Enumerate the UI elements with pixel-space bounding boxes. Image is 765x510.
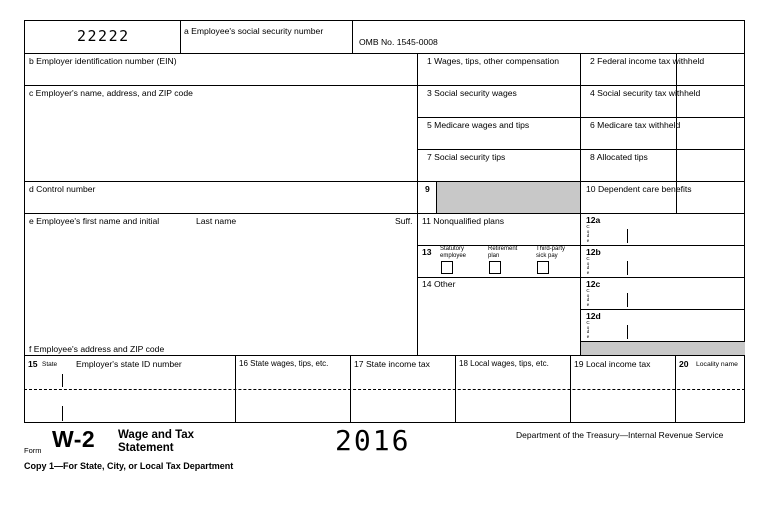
box-13-label: 13	[422, 247, 432, 257]
control-number-label: d Control number	[29, 184, 96, 194]
box-10-label: 10 Dependent care benefits	[586, 184, 692, 194]
box-1-label: 1 Wages, tips, other compensation	[427, 56, 559, 66]
divider	[580, 277, 745, 278]
divider	[417, 53, 418, 355]
divider	[24, 181, 417, 182]
box-12-shaded-strip	[581, 342, 745, 355]
tax-year: 2016	[335, 424, 411, 457]
form-title-line1: Wage and Tax	[118, 429, 195, 441]
state-id-divider	[62, 406, 63, 421]
box-5-label: 5 Medicare wages and tips	[427, 120, 530, 130]
box-9-label: 9	[425, 184, 430, 194]
box-15-number: 15	[28, 359, 38, 369]
box-12b-label: 12b	[586, 247, 601, 257]
control-code: 22222	[77, 27, 130, 45]
retirement-label: Retirement plan	[488, 246, 518, 259]
third-party-label: Third-party sick pay	[536, 246, 566, 259]
ssn-field[interactable]	[184, 37, 350, 51]
box-15-state-label: State	[42, 361, 58, 368]
statutory-checkbox[interactable]	[441, 261, 453, 274]
box-20-number: 20	[679, 359, 689, 369]
box-20-label: Locality name	[696, 361, 738, 368]
divider	[580, 309, 745, 310]
code-divider	[627, 261, 628, 275]
box-12c-label: 12c	[586, 279, 601, 289]
third-party-checkbox[interactable]	[537, 261, 549, 274]
divider	[417, 213, 745, 214]
code-divider	[627, 325, 628, 339]
ein-label: b Employer identification number (EIN)	[29, 56, 177, 66]
divider	[580, 245, 745, 246]
last-name-label: Last name	[196, 216, 237, 226]
copy-designation: Copy 1—For State, City, or Local Tax Department	[24, 461, 234, 471]
retirement-checkbox[interactable]	[489, 261, 501, 274]
ssn-label: a Employee's social security number	[184, 26, 324, 36]
form-title-line2: Statement	[118, 442, 174, 454]
form-word: Form	[24, 446, 42, 455]
employee-name-label: e Employee's first name and initial	[29, 216, 160, 226]
box-7-label: 7 Social security tips	[427, 152, 506, 162]
state-row-divider	[24, 389, 745, 390]
employee-address-label: f Employee's address and ZIP code	[29, 344, 165, 354]
box-9-shaded	[436, 182, 580, 213]
box-12d-label: 12d	[586, 311, 601, 321]
code-letters: C o d e	[586, 256, 590, 275]
box-18-label: 18 Local wages, tips, etc.	[459, 359, 549, 368]
employer-label: c Employer's name, address, and ZIP code	[29, 88, 193, 98]
box-15-id-label: Employer's state ID number	[76, 359, 182, 369]
code-letters: C o d e	[586, 320, 590, 339]
box-4-label: 4 Social security tax withheld	[590, 88, 701, 98]
code-divider	[627, 229, 628, 243]
divider	[417, 149, 745, 150]
box-8-label: 8 Allocated tips	[590, 152, 648, 162]
code-letters: C o d e	[586, 224, 590, 243]
divider	[24, 213, 417, 214]
divider	[24, 355, 745, 356]
box-6-label: 6 Medicare tax withheld	[590, 120, 681, 130]
box-19-label: 19 Local income tax	[574, 359, 651, 369]
divider	[417, 85, 745, 86]
box-16-label: 16 State wages, tips, etc.	[239, 359, 329, 368]
code-letters: C o d e	[586, 288, 590, 307]
divider	[180, 20, 181, 54]
code-divider	[627, 293, 628, 307]
box-2-label: 2 Federal income tax withheld	[590, 56, 705, 66]
divider	[24, 85, 417, 86]
divider	[417, 117, 745, 118]
state-id-divider	[62, 374, 63, 387]
box-14-label: 14 Other	[422, 279, 456, 289]
statutory-label: Statutory employee	[440, 246, 467, 259]
box-12a-label: 12a	[586, 215, 601, 225]
box-17-label: 17 State income tax	[354, 359, 430, 369]
divider	[436, 181, 437, 213]
department-line: Department of the Treasury—Internal Revenue Service	[516, 430, 724, 440]
divider	[417, 277, 580, 278]
divider	[24, 53, 745, 54]
box-11-label: 11 Nonqualified plans	[422, 216, 505, 226]
omb-number: OMB No. 1545-0008	[359, 37, 438, 47]
divider	[352, 20, 353, 54]
form-title-w2: W-2	[52, 426, 96, 452]
box-3-label: 3 Social security wages	[427, 88, 517, 98]
suffix-label: Suff.	[395, 216, 413, 226]
